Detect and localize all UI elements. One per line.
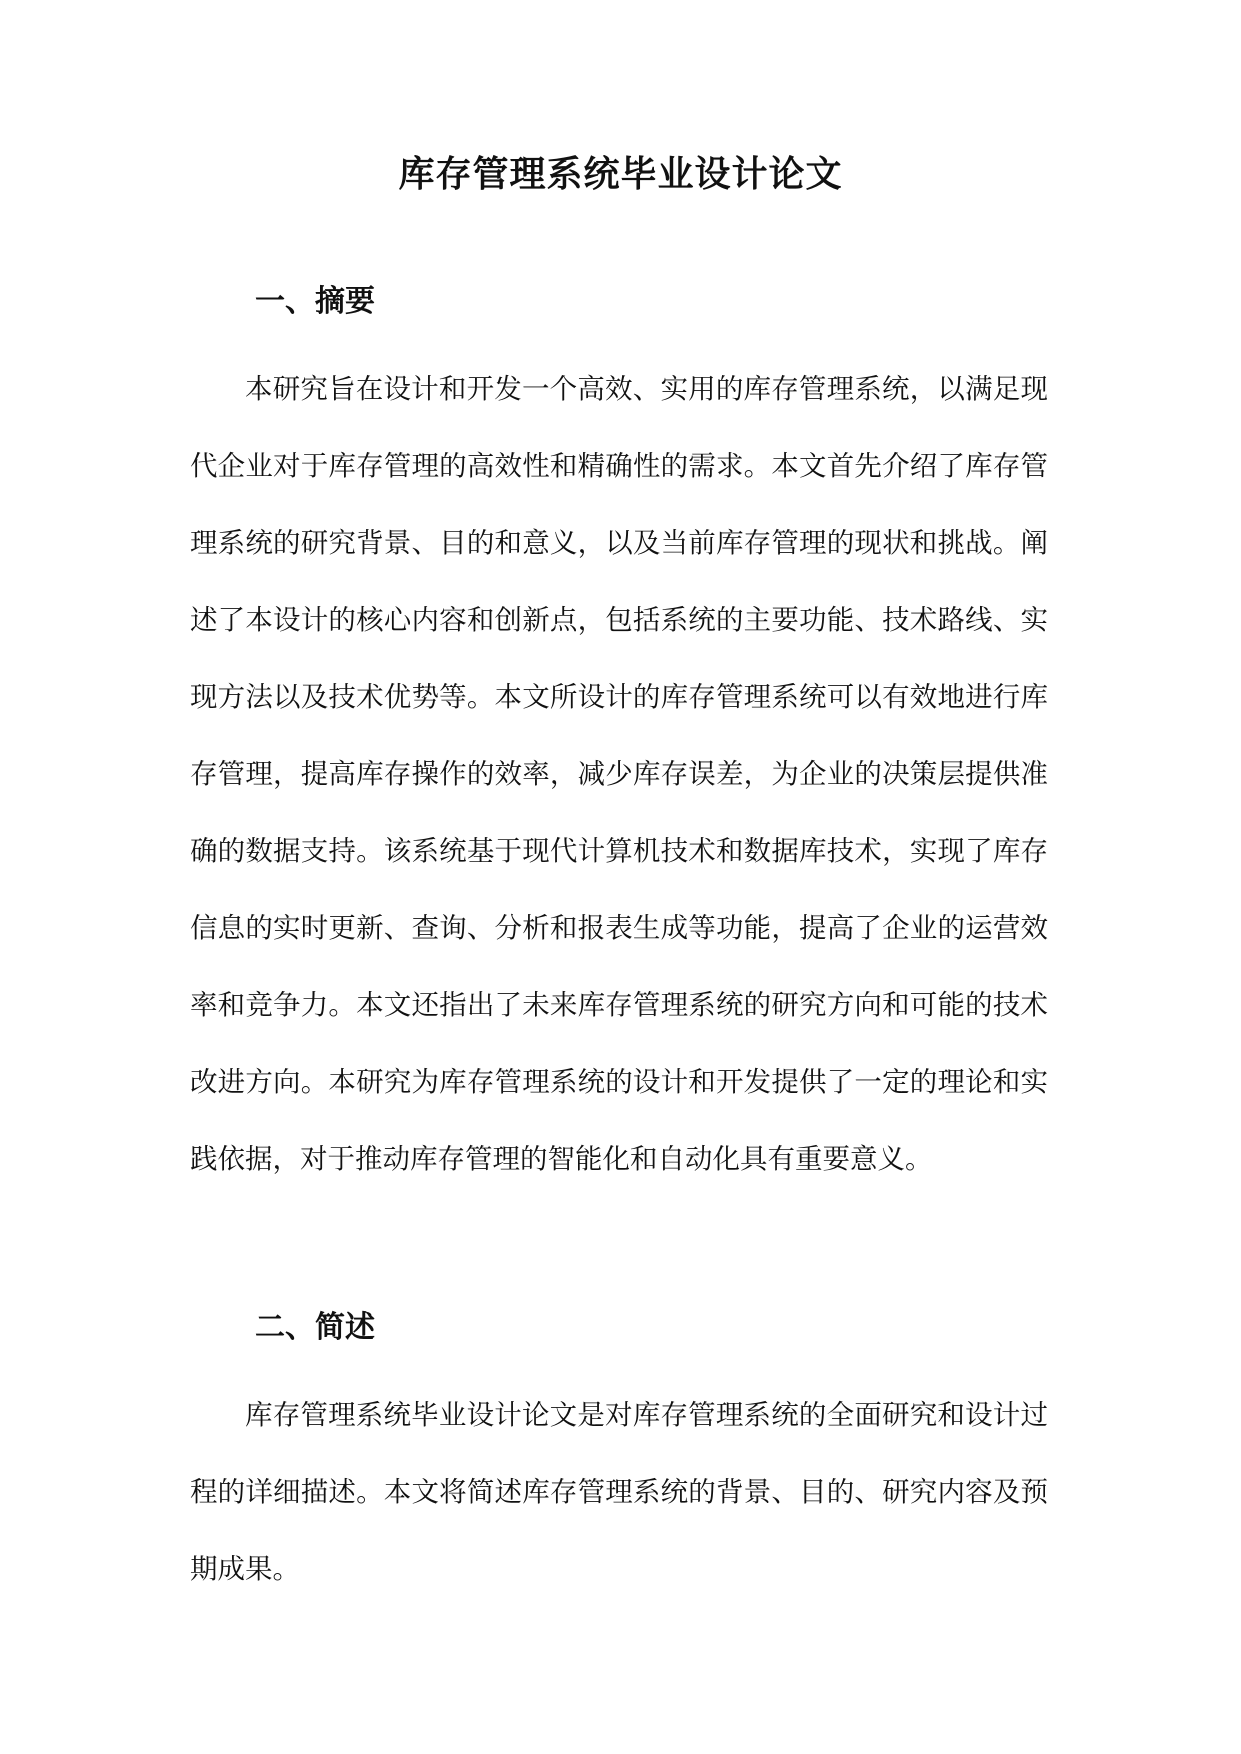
document-title: 库存管理系统毕业设计论文	[398, 154, 843, 195]
abstract-paragraph: 本研究旨在设计和开发一个高效、实用的库存管理系统，以满足现代企业对于库存管理的高效性和精确性的需求。本文首先介绍了库存管理系统的研究背景、目的和意义，以及当前库存管理的现状和挑战。阐述了本设计的核心内容和创新点，包括系统的主要功能、技术路线、实现方法以及技术优势等。本文所设计的库存管理系统可以有效地进行库存管理，提高库存操作的效率，减少库存误差，为企业的决策层提供准确的数据支持。该系统基于现代计算机技术和数据库技术，实现了库存信息的实时更新、查询、分析和报表生成等功能，提高了企业的运营效率和竞争力。本文还指出了未来库存管理系统的研究方向和可能的技术改进方向。本研究为库存管理系统的设计和开发提供了一定的理论和实践依据，对于推动库存管理的智能化和自动化具有重要意义。	[190, 373, 1048, 1175]
section-heading-overview: 二、简述	[255, 1310, 375, 1345]
section-heading-abstract: 一、摘要	[255, 284, 375, 319]
overview-paragraph: 库存管理系统毕业设计论文是对库存管理系统的全面研究和设计过程的详细描述。本文将简述库存管理系统的背景、目的、研究内容及预期成果。	[190, 1399, 1048, 1585]
